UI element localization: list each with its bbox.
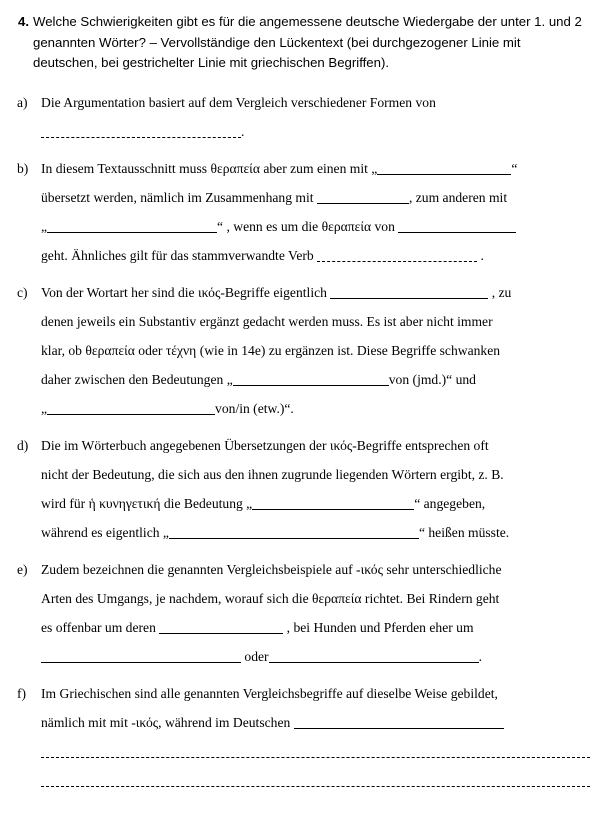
item-line <box>41 88 590 117</box>
text-run: . <box>477 247 484 263</box>
blank-german[interactable] <box>377 162 511 175</box>
item-line <box>41 708 590 737</box>
text-run: “ <box>511 160 518 176</box>
greek-term: θεραπεία <box>312 590 362 606</box>
item-line <box>41 117 590 146</box>
item-line <box>41 489 590 518</box>
text-run: Von der Wortart her sind die <box>41 284 198 300</box>
text-run: es offenbar um deren <box>41 619 160 635</box>
text-run: , zum anderen mit <box>408 189 508 205</box>
text-run: -Begriffe entsprechen oft <box>352 437 489 453</box>
text-run: wird für <box>41 495 89 511</box>
item-line <box>41 241 590 270</box>
greek-term: ικός <box>135 714 159 730</box>
item-line <box>41 394 590 423</box>
greek-term: θεραπεία <box>321 218 372 234</box>
text-run: während es eigentlich „ <box>41 524 169 540</box>
blank-german[interactable] <box>398 220 516 233</box>
blank-german[interactable] <box>317 191 409 204</box>
item-line <box>41 431 590 460</box>
item-body <box>41 278 596 423</box>
greek-term: ικός <box>329 437 353 453</box>
greek-term: ἡ κυνηγετική <box>88 495 161 511</box>
item-line <box>41 365 590 394</box>
item-body <box>41 679 596 795</box>
item-line <box>41 336 590 365</box>
text-run: aber zum einen mit „ <box>259 160 378 176</box>
text-run: richtet. Bei Rindern geht <box>361 590 500 606</box>
text-run: Arten des Umgangs, je nachdem, worauf sich die <box>41 590 313 606</box>
text-run: geht. Ähnliches gilt für das stammverwandte Verb <box>41 247 318 263</box>
blank-greek-fullwidth[interactable] <box>41 745 590 758</box>
item-line <box>41 737 590 766</box>
item-line <box>41 154 590 183</box>
blank-german[interactable] <box>47 402 215 415</box>
text-run: übersetzt werden, nämlich im Zusammenhang mit <box>41 189 317 205</box>
blank-german[interactable] <box>41 650 241 663</box>
greek-term: θεραπεία <box>210 160 260 176</box>
blank-german[interactable] <box>47 220 217 233</box>
question-item-c <box>8 278 596 423</box>
blank-german[interactable] <box>330 286 488 299</box>
item-spacer <box>8 423 596 431</box>
text-run: , während im Deutschen <box>158 714 294 730</box>
text-run: „ <box>41 218 48 234</box>
blank-greek[interactable] <box>41 125 241 138</box>
item-spacer <box>8 270 596 278</box>
question-heading-text: Welche Schwierigkeiten gibt es für die angemessene deutsche Wiedergabe der unter 1. und 2 genannten Wörter? – Vervollständige den Lückentext (bei durchgezogener Linie mit deutschen, bei gestrichelter Linie mit griechischen Begriffen). <box>33 14 582 70</box>
greek-term: ικός <box>360 561 383 577</box>
question-item-a <box>8 88 596 146</box>
item-line <box>41 518 590 547</box>
text-run: Die Argumentation basiert auf dem Vergleich verschiedener Formen von <box>41 94 436 110</box>
item-line <box>41 766 590 795</box>
text-run: von (jmd.)“ und <box>388 371 476 387</box>
item-line <box>41 679 590 708</box>
text-run: von/in (etw.)“. <box>215 400 294 416</box>
blank-german[interactable] <box>169 526 419 539</box>
text-run: Die im Wörterbuch angegebenen Übersetzungen der <box>41 437 330 453</box>
blank-german[interactable] <box>233 373 389 386</box>
blank-german[interactable] <box>252 497 414 510</box>
blank-greek-fullwidth[interactable] <box>41 774 590 787</box>
blank-german[interactable] <box>269 650 479 663</box>
text-run: “ heißen müsste. <box>418 524 510 540</box>
text-run: klar, ob <box>41 342 86 358</box>
item-line <box>41 183 590 212</box>
text-run: nämlich mit mit - <box>41 714 136 730</box>
item-marker: d) <box>17 437 29 453</box>
question-item-b <box>8 154 596 270</box>
question-number: 4. <box>18 14 29 29</box>
text-run: In diesem Textausschnitt muss <box>41 160 211 176</box>
text-run: . <box>478 648 482 664</box>
item-line <box>41 642 590 671</box>
item-body <box>41 88 596 146</box>
text-run: oder <box>241 648 269 664</box>
text-run: (wie in 14e) zu ergänzen ist. Diese Begriffe schwanken <box>196 342 501 358</box>
text-run: Zudem bezeichnen die genannten Vergleichsbeispiele auf - <box>41 561 361 577</box>
text-run: nicht der Bedeutung, die sich aus den ihnen zugrunde liegenden Wörtern ergibt, z. B. <box>41 466 504 482</box>
text-run: „ <box>41 400 48 416</box>
text-run: Im Griechischen sind alle genannten Vergleichsbegriffe auf dieselbe Weise gebildet, <box>41 685 498 701</box>
item-line <box>41 460 590 489</box>
item-body <box>41 154 596 270</box>
item-spacer <box>8 671 596 679</box>
item-body <box>41 431 596 547</box>
item-marker: a) <box>17 94 28 110</box>
item-line <box>41 613 590 642</box>
blank-german[interactable] <box>294 716 504 729</box>
item-marker: c) <box>17 284 28 300</box>
item-marker: b) <box>17 160 29 176</box>
question-list <box>8 74 596 795</box>
blank-greek[interactable] <box>317 249 477 262</box>
item-line <box>41 212 590 241</box>
item-marker: e) <box>17 561 28 577</box>
text-run: , bei Hunden und Pferden eher um <box>283 619 474 635</box>
text-run: daher zwischen den Bedeutungen „ <box>41 371 233 387</box>
text-run: , zu <box>488 284 512 300</box>
text-run: . <box>241 123 245 139</box>
item-marker: f) <box>17 685 27 701</box>
item-line <box>41 307 590 336</box>
greek-term: θεραπεία <box>85 342 135 358</box>
item-body <box>41 555 596 671</box>
text-run: -Begriffe eigentlich <box>220 284 331 300</box>
text-run: die Bedeutung „ <box>160 495 253 511</box>
text-run: “ angegeben, <box>414 495 486 511</box>
item-spacer <box>8 547 596 555</box>
item-line <box>41 278 590 307</box>
blank-german[interactable] <box>159 621 283 634</box>
item-line <box>41 584 590 613</box>
text-run: denen jeweils ein Substantiv ergänzt gedacht werden muss. Es ist aber nicht immer <box>41 313 493 329</box>
text-run: von <box>371 218 399 234</box>
text-run: sehr unterschiedliche <box>382 561 502 577</box>
greek-term: τέχνη <box>165 342 197 358</box>
question-item-f <box>8 679 596 795</box>
text-run: “ , wenn es um die <box>217 218 322 234</box>
item-spacer <box>8 146 596 154</box>
item-line <box>41 555 590 584</box>
question-heading <box>8 12 596 74</box>
greek-term: ικός <box>197 284 221 300</box>
item-spacer <box>8 74 596 88</box>
text-run: oder <box>134 342 166 358</box>
question-item-d <box>8 431 596 547</box>
question-item-e <box>8 555 596 671</box>
